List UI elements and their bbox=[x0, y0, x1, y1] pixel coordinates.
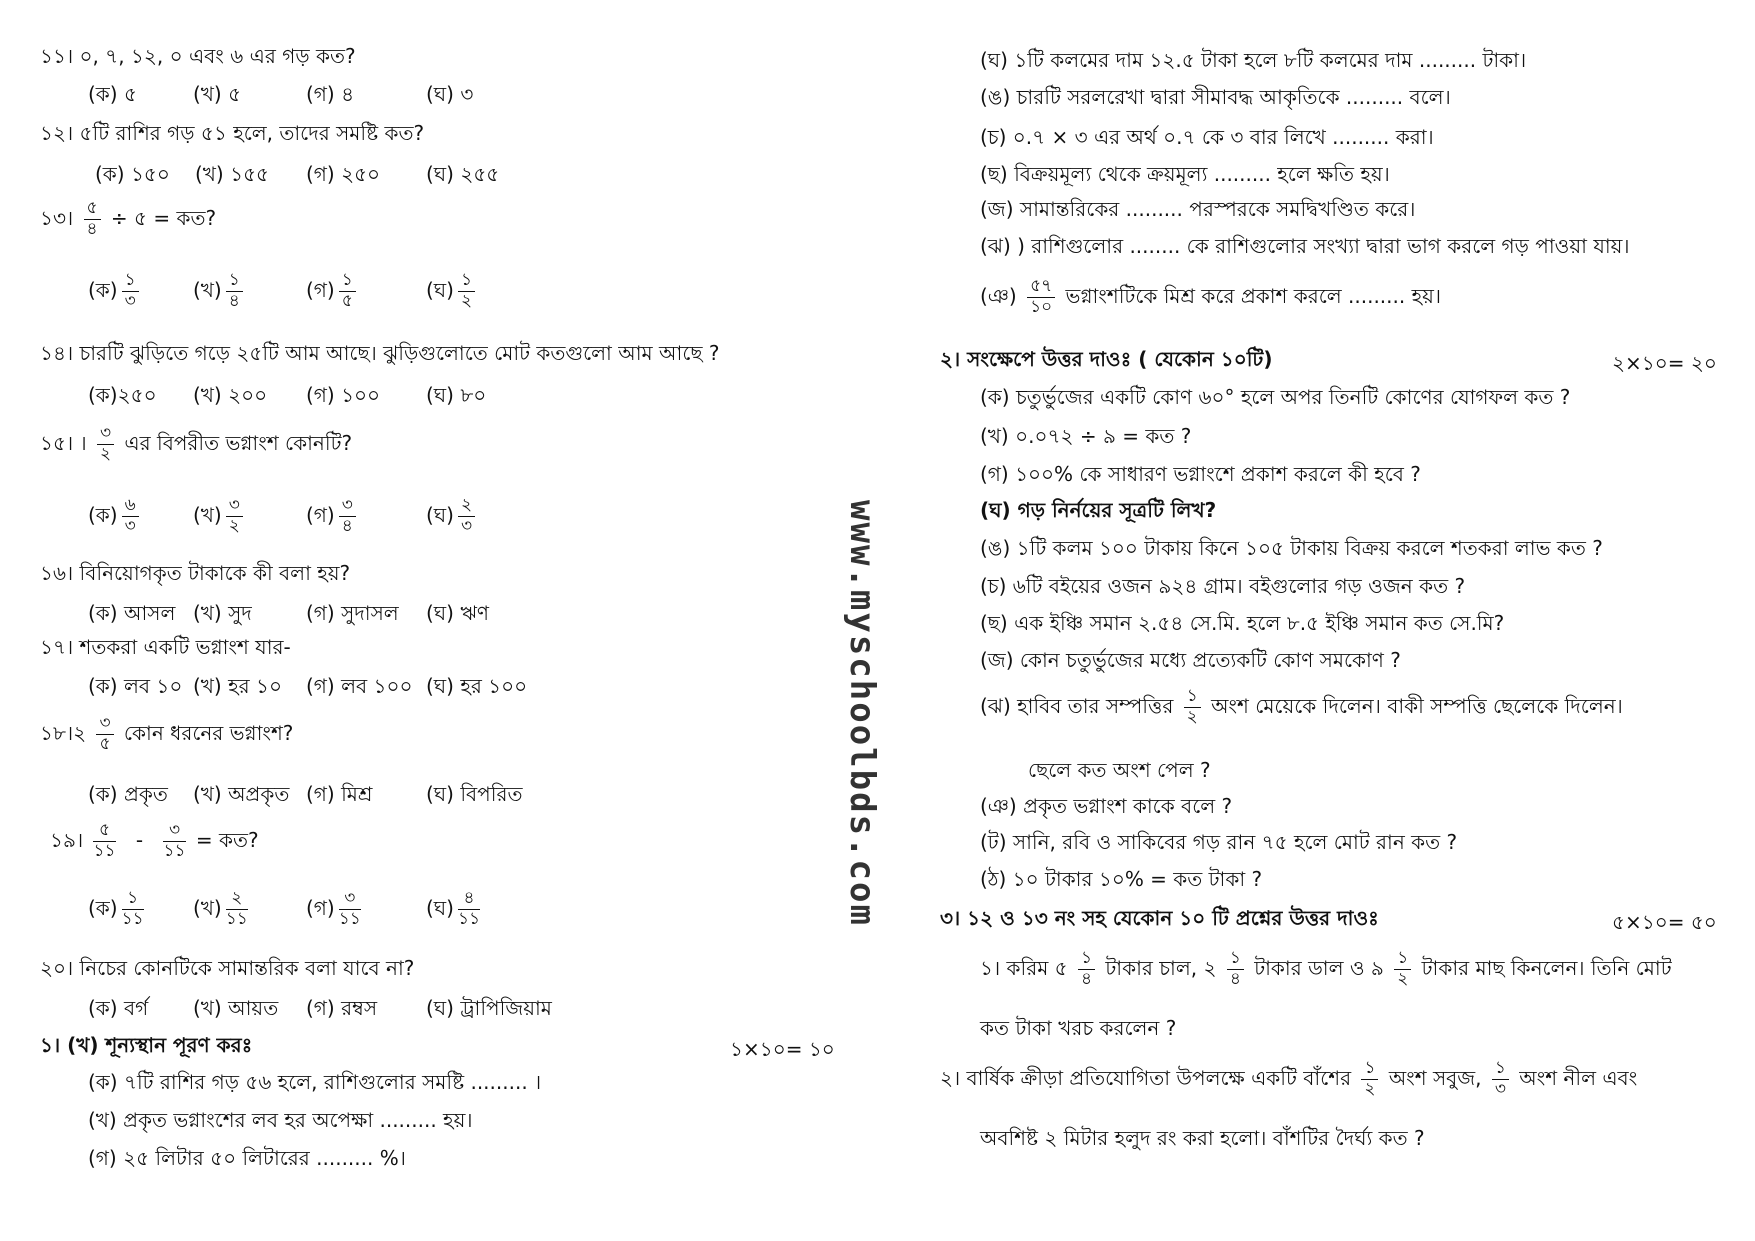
question-19 bbox=[50, 822, 259, 861]
option: (ক) $\frac{১}{১১}$ bbox=[88, 888, 144, 929]
question-number: ১৯। bbox=[50, 827, 84, 852]
question-17: ১৭। শতকরা একটি ভগ্নাংশ যার- bbox=[40, 635, 291, 659]
fraction: $\frac{৫}{৪}$ bbox=[84, 200, 101, 239]
fill-item: (গ) ২৫ লিটার ৫০ লিটারের ......... %। bbox=[88, 1146, 406, 1170]
short-question: (ঙ) ১টি কলম ১০০ টাকায় কিনে ১০৫ টাকায় বিক্রয় করলে শতকরা লাভ কত ? bbox=[980, 536, 1603, 560]
option: (গ) ১০০ bbox=[306, 383, 381, 407]
short-question: (চ) ৬টি বইয়ের ওজন ৯২৪ গ্রাম। বইগুলোর গড় ওজন কত ? bbox=[980, 574, 1466, 598]
fill-item: (চ) ০.৭ × ৩ এর অর্থ ০.৭ কে ৩ বার লিখে ......... করা। bbox=[980, 125, 1434, 149]
question-number: ১৮।২ bbox=[40, 720, 87, 745]
option: (ঘ) ট্রাপিজিয়াম bbox=[426, 996, 552, 1020]
option: (গ) সুদাসল bbox=[306, 601, 399, 625]
watermark: www.myschoolbds.com bbox=[842, 500, 882, 927]
problem-2-cont: অবশিষ্ট ২ মিটার হলুদ রং করা হলো। বাঁশটির দৈর্ঘ্য কত ? bbox=[980, 1126, 1425, 1150]
problem-1-cont: কত টাকা খরচ করলেন ? bbox=[980, 1016, 1177, 1040]
option: (গ) $\frac{১}{৫}$ bbox=[306, 272, 360, 311]
question-text: ÷ ৫ = কত? bbox=[110, 205, 217, 230]
fill-item: (ঝ) ) রাশিগুলোর ........ কে রাশিগুলোর সংখ্যা দ্বারা ভাগ করলে গড় পাওয়া যায়। bbox=[980, 234, 1630, 258]
short-question: (ঠ) ১০ টাকার ১০% = কত টাকা ? bbox=[980, 867, 1263, 891]
question-15 bbox=[40, 425, 352, 464]
fill-item-na: (ঞ) $\frac{৫৭}{১০}$ ভগ্নাংশটিকে মিশ্র করে প্রকাশ করলে ......... হয়। bbox=[980, 276, 1442, 317]
option: (গ) ২৫০ bbox=[306, 162, 381, 186]
option: (ক) ১৫০ bbox=[95, 162, 170, 186]
fill-item: (খ) প্রকৃত ভগ্নাংশের লব হর অপেক্ষা ......... হয়। bbox=[88, 1108, 473, 1132]
question-11: ১১। ০, ৭, ১২, ০ এবং ৬ এর গড় কত? bbox=[40, 44, 356, 68]
short-question: (জ) কোন চতুর্ভুজের মধ্যে প্রত্যেকটি কোণ সমকোণ ? bbox=[980, 648, 1401, 672]
option: (খ) আয়ত bbox=[193, 996, 279, 1020]
short-question: (ঘ) গড় নির্নয়ের সূত্রটি লিখ? bbox=[980, 498, 1217, 522]
question-text: = কত? bbox=[195, 827, 259, 852]
option: (খ) হর ১০ bbox=[193, 674, 282, 698]
section-2-marks: ২×১০= ২০ bbox=[1612, 351, 1717, 375]
section-3-heading: ৩। ১২ ও ১৩ নং সহ যেকোন ১০ টি প্রশ্নের উত্তর দাওঃ bbox=[940, 906, 1379, 930]
problem-1: ১। করিম ৫ $\frac{১}{৪}$ টাকার চাল, ২ $\frac{১}{৪}$ টাকার ডাল ও ৯ $\frac{১}{২}$ টাকার মাছ কিনলেন। তিনি মোট bbox=[980, 948, 1672, 989]
option: (ক) লব ১০ bbox=[88, 674, 183, 698]
option: (ঘ) ৩ bbox=[426, 82, 474, 106]
option: (গ) $\frac{৩}{৪}$ bbox=[306, 497, 360, 536]
option: (ঘ) ২৫৫ bbox=[426, 162, 500, 186]
option: (গ) ৪ bbox=[306, 82, 355, 106]
option: (ক)২৫০ bbox=[88, 383, 157, 407]
option: (খ) সুদ bbox=[193, 601, 252, 625]
problem-2: ২। বার্ষিক ক্রীড়া প্রতিযোগিতা উপলক্ষে একটি বাঁশের $\frac{১}{২}$ অংশ সবুজ, $\frac{১}{৩}$ অংশ নীল এবং bbox=[940, 1058, 1638, 1099]
section-2-heading: ২। সংক্ষেপে উত্তর দাওঃ ( যেকোন ১০টি) bbox=[940, 347, 1273, 371]
option: (গ) লব ১০০ bbox=[306, 674, 413, 698]
option: (ক) ৫ bbox=[88, 82, 137, 106]
question-14: ১৪। চারটি ঝুড়িতে গড়ে ২৫টি আম আছে। ঝুড়িগুলোতে মোট কতগুলো আম আছে ? bbox=[40, 341, 720, 365]
question-text: কোন ধরনের ভগ্নাংশ? bbox=[123, 720, 294, 745]
option: (ক) $\frac{৬}{৩}$ bbox=[88, 497, 143, 536]
fraction: $\frac{১}{৪}$ bbox=[1227, 950, 1244, 989]
fill-item: (জ) সামান্তরিকের ......... পরস্পরকে সমদ্বিখণ্ডিত করে। bbox=[980, 197, 1416, 221]
option: (গ) রম্বস bbox=[306, 996, 378, 1020]
question-text: এর বিপরীত ভগ্নাংশ কোনটি? bbox=[124, 430, 353, 455]
fraction: $\frac{১}{২}$ bbox=[1361, 1060, 1378, 1099]
fill-item: (ছ) বিক্রয়মূল্য থেকে ক্রয়মূল্য ......... হলে ক্ষতি হয়। bbox=[980, 162, 1390, 186]
option: (গ) মিশ্র bbox=[306, 782, 373, 806]
fraction: $\frac{৩}{২}$ bbox=[97, 425, 114, 464]
option: (খ) ১৫৫ bbox=[195, 162, 270, 186]
fraction: $\frac{১}{২}$ bbox=[1184, 688, 1201, 727]
option: (ক) আসল bbox=[88, 601, 176, 625]
option: (খ) $\frac{৩}{২}$ bbox=[193, 497, 247, 536]
short-question-cont: ছেলে কত অংশ পেল ? bbox=[1028, 758, 1211, 782]
option: (খ) $\frac{২}{১১}$ bbox=[193, 888, 248, 929]
section-3-marks: ৫×১০= ৫০ bbox=[1612, 910, 1717, 934]
short-question: (ট) সানি, রবি ও সাকিবের গড় রান ৭৫ হলে মোট রান কত ? bbox=[980, 830, 1458, 854]
option: (ঘ) $\frac{৪}{১১}$ bbox=[426, 888, 481, 929]
option: (ঘ) $\frac{১}{২}$ bbox=[426, 272, 479, 311]
fraction: $\frac{৩}{৫}$ bbox=[96, 715, 113, 754]
fill-item: (ক) ৭টি রাশির গড় ৫৬ হলে, রাশিগুলোর সমষ্টি ......... । bbox=[88, 1070, 542, 1094]
option: (ঘ) $\frac{২}{৩}$ bbox=[426, 497, 479, 536]
question-20: ২০। নিচের কোনটিকে সামান্তরিক বলা যাবে না? bbox=[40, 956, 415, 980]
option: (ঘ) ঋণ bbox=[426, 601, 489, 625]
fraction: $\frac{১}{৩}$ bbox=[1492, 1060, 1509, 1099]
question-18 bbox=[40, 715, 293, 754]
option: (খ) ২০০ bbox=[193, 383, 268, 407]
short-question-jha: (ঝ) হাবিব তার সম্পত্তির $\frac{১}{২}$ অংশ মেয়েকে দিলেন। বাকী সম্পত্তি ছেলেকে দিলেন। bbox=[980, 686, 1623, 727]
fraction: $\frac{৩}{১১}$ bbox=[163, 820, 186, 861]
section-1b-heading: ১। (খ) শূন্যস্থান পূরণ করঃ bbox=[40, 1033, 253, 1057]
question-13 bbox=[40, 200, 216, 239]
short-question: (গ) ১০০% কে সাধারণ ভগ্নাংশে প্রকাশ করলে কী হবে ? bbox=[980, 462, 1421, 486]
option: (খ) অপ্রকৃত bbox=[193, 782, 290, 806]
option: (ঘ) হর ১০০ bbox=[426, 674, 528, 698]
option: (খ) ৫ bbox=[193, 82, 242, 106]
fraction: $\frac{১}{৪}$ bbox=[1078, 950, 1095, 989]
question-16: ১৬। বিনিয়োগকৃত টাকাকে কী বলা হয়? bbox=[40, 561, 351, 585]
option: (খ) $\frac{১}{৪}$ bbox=[193, 272, 247, 311]
option: (ক) বর্গ bbox=[88, 996, 149, 1020]
option: (গ) $\frac{৩}{১১}$ bbox=[306, 888, 361, 929]
fill-item: (ঙ) চারটি সরলরেখা দ্বারা সীমাবদ্ধ আকৃতিকে ......... বলে। bbox=[980, 85, 1451, 109]
question-12: ১২। ৫টি রাশির গড় ৫১ হলে, তাদের সমষ্টি কত? bbox=[40, 121, 425, 145]
fill-item: (ঘ) ১টি কলমের দাম ১২.৫ টাকা হলে ৮টি কলমের দাম ......... টাকা। bbox=[980, 48, 1527, 72]
short-question: (ক) চতুর্ভুজের একটি কোণ ৬০° হলে অপর তিনটি কোণের যোগফল কত ? bbox=[980, 385, 1571, 409]
fraction: $\frac{১}{২}$ bbox=[1394, 950, 1411, 989]
minus-sign: - bbox=[135, 827, 144, 852]
question-number: ১৩। bbox=[40, 205, 74, 230]
option: (ক) প্রকৃত bbox=[88, 782, 168, 806]
short-question: (ঞ) প্রকৃত ভগ্নাংশ কাকে বলে ? bbox=[980, 794, 1233, 818]
short-question: (ছ) এক ইঞ্চি সমান ২.৫৪ সে.মি. হলে ৮.৫ ইঞ্চি সমান কত সে.মি? bbox=[980, 611, 1505, 635]
option: (ঘ) ৮০ bbox=[426, 383, 487, 407]
section-1b-marks: ১×১০= ১০ bbox=[730, 1037, 835, 1061]
question-number: ১৫। । bbox=[40, 430, 87, 455]
short-question: (খ) ০.০৭২ ÷ ৯ = কত ? bbox=[980, 424, 1192, 448]
fraction: $\frac{৫}{১১}$ bbox=[93, 820, 116, 861]
option: (ঘ) বিপরিত bbox=[426, 782, 523, 806]
fraction: $\frac{৫৭}{১০}$ bbox=[1027, 278, 1055, 317]
option: (ক) $\frac{১}{৩}$ bbox=[88, 272, 143, 311]
